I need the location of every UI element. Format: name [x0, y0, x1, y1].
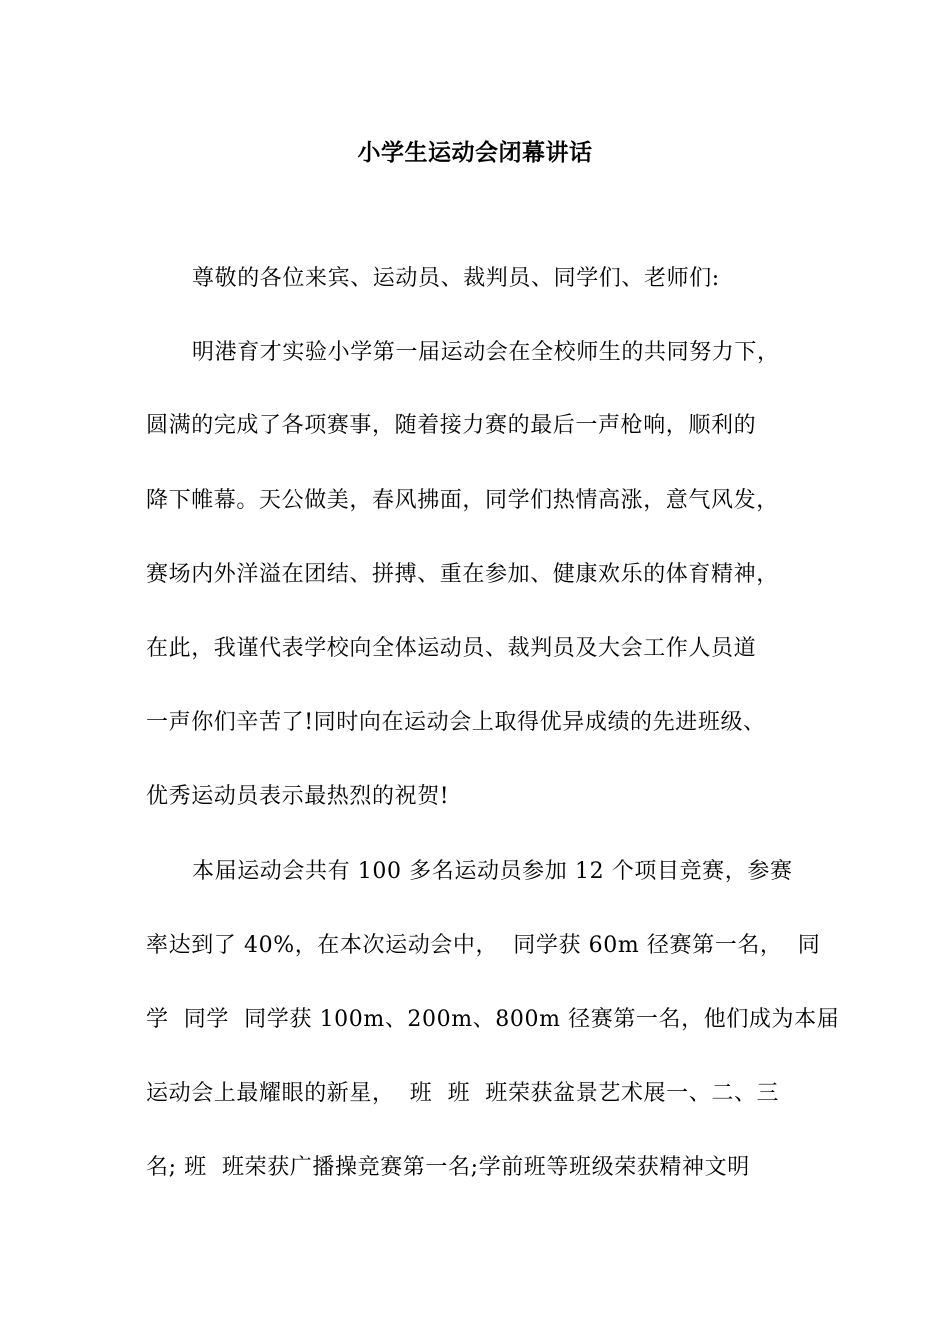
paragraph-line: 明港育才实验小学第一届运动会在全校师生的共同努力下， — [192, 340, 780, 365]
paragraph-line: 优秀运动员表示最热烈的祝贺! — [146, 784, 450, 809]
paragraph-line: 降下帷幕。天公做美，春风拂面，同学们热情高涨，意气风发， — [146, 488, 779, 513]
greeting-line: 尊敬的各位来宾、运动员、裁判员、同学们、老师们: — [192, 266, 720, 291]
paragraph-line: 率达到了 40%，在本次运动会中， 同学获 60m 径赛第一名， 同 — [146, 933, 821, 958]
paragraph-line: 本届运动会共有 100 多名运动员参加 12 个项目竞赛，参赛 — [192, 859, 793, 884]
paragraph-line: 名; 班 班荣获广播操竞赛第一名;学前班等班级荣获精神文明 — [146, 1155, 750, 1180]
paragraph-line: 赛场内外洋溢在团结、拼搏、重在参加、健康欢乐的体育精神， — [146, 562, 779, 587]
paragraph-line: 一声你们辛苦了!同时向在运动会上取得优异成绩的先进班级、 — [146, 710, 766, 735]
paragraph-line: 在此，我谨代表学校向全体运动员、裁判员及大会工作人员道 — [146, 636, 757, 661]
paragraph-line: 圆满的完成了各项赛事，随着接力赛的最后一声枪响，顺利的 — [146, 413, 757, 438]
paragraph-line: 运动会上最耀眼的新星， 班 班 班荣获盆景艺术展一、二、三 — [146, 1081, 780, 1106]
document-title: 小学生运动会闭幕讲话 — [357, 140, 593, 166]
paragraph-line: 学 同学 同学获 100m、200m、800m 径赛第一名，他们成为本届 — [146, 1007, 840, 1032]
